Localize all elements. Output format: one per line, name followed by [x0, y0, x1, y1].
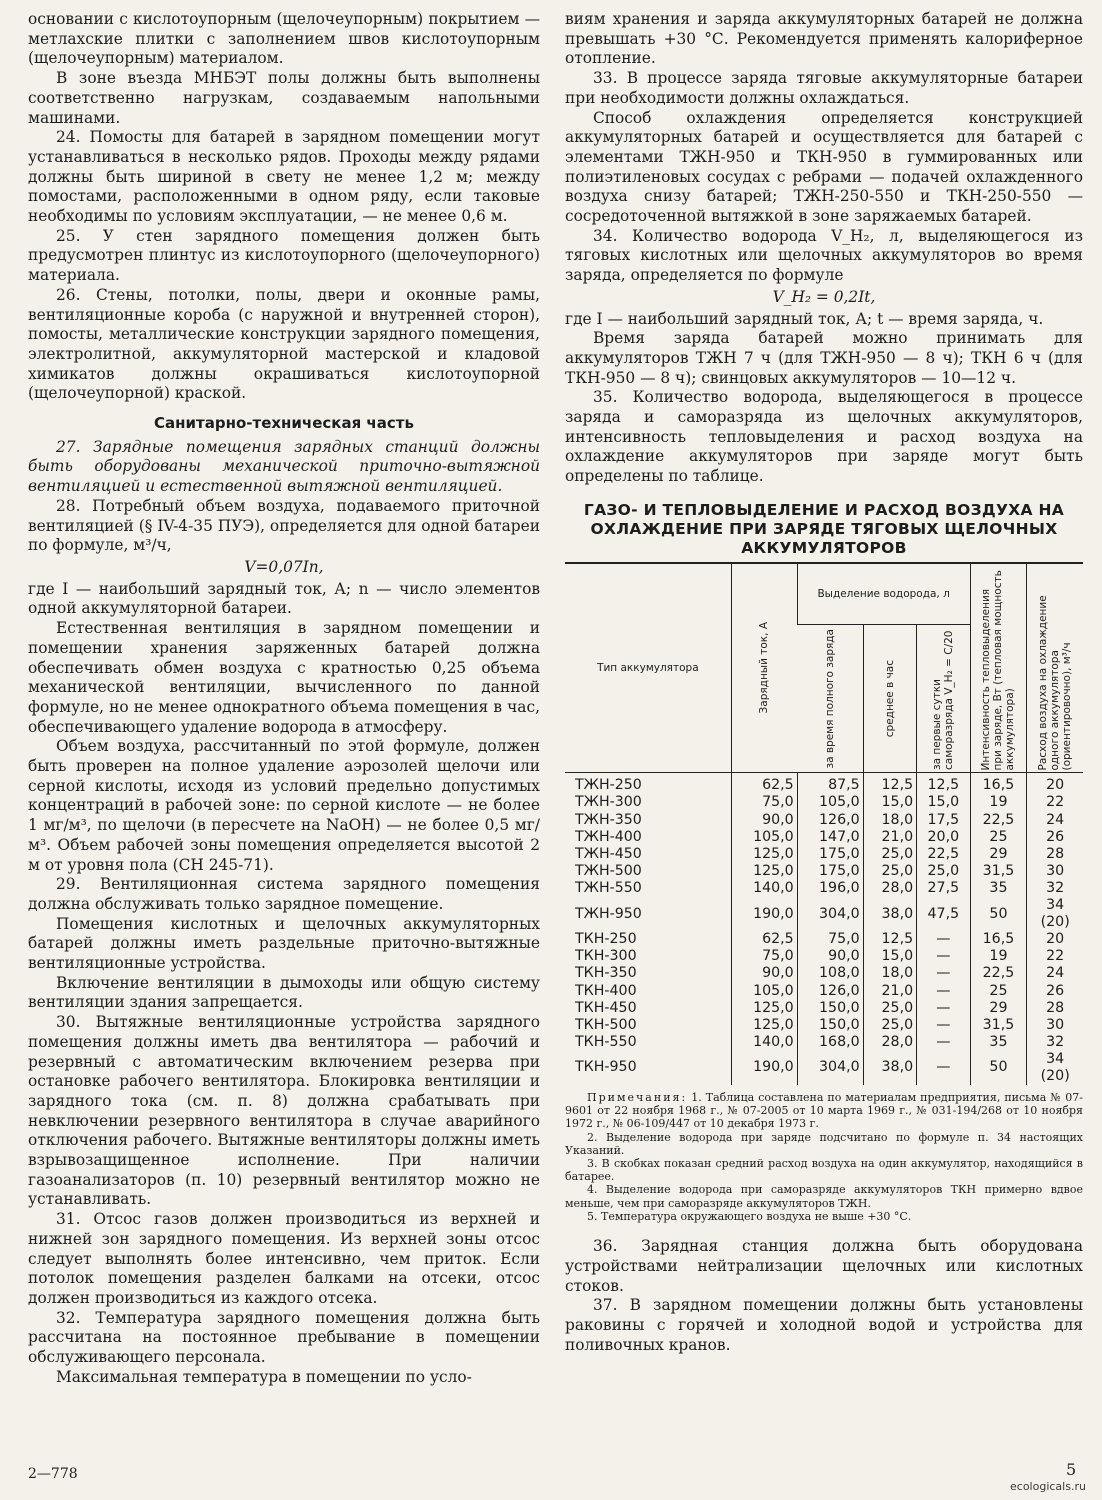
cell-heat: 16,5 — [970, 931, 1027, 948]
cell-hour: 15,0 — [863, 948, 916, 965]
header-hydrogen: Выделение водорода, л — [797, 563, 970, 625]
cell-day: 12,5 — [917, 773, 970, 795]
cell-type: ТЖН-300 — [575, 794, 642, 811]
paragraph: Помещения кислотных и щелочных аккумуляторных батарей должны иметь раздельные приточно-вытяжные вентиляционные устройства. — [28, 914, 540, 973]
paragraph-27 — [28, 438, 540, 497]
paragraph: основании с кислотоупорным (щелочеупорным) покрытием — метлахские плитки с заполнением швов кислотоупорным (щелочеупорным) материалом. — [28, 10, 540, 68]
cell-type: ТЖН-950 — [575, 905, 642, 922]
cell-hour: 28,0 — [863, 1034, 916, 1051]
cell-heat: 25 — [970, 983, 1027, 1000]
cell-current: 125,0 — [731, 863, 797, 880]
cell-full: 304,0 — [797, 1051, 863, 1085]
cell-type: ТЖН-250 — [575, 777, 642, 794]
cell-heat: 31,5 — [970, 863, 1027, 880]
cell-hour: 25,0 — [863, 1017, 916, 1034]
section-heading: Санитарно-техническая часть — [154, 414, 414, 433]
cell-day: 27,5 — [917, 880, 970, 897]
cell-type: ТЖН-550 — [575, 879, 642, 896]
cell-hour: 28,0 — [863, 880, 916, 897]
cell-heat: 29 — [970, 846, 1027, 863]
cell-current: 140,0 — [731, 880, 797, 897]
cell-hour: 12,5 — [863, 773, 916, 795]
table-row — [565, 948, 1083, 965]
cell-air: 34 (20) — [1027, 897, 1083, 931]
cell-type: ТКН-350 — [575, 965, 637, 982]
cell-air: 26 — [1027, 829, 1083, 846]
table-notes — [565, 1091, 1083, 1223]
cell-heat: 29 — [970, 1000, 1027, 1017]
table-row — [565, 812, 1083, 829]
table-row — [565, 897, 1083, 931]
table-row — [565, 1051, 1083, 1085]
table-row — [565, 794, 1083, 811]
print-code: 2—778 — [28, 1466, 78, 1482]
cell-full: 175,0 — [797, 863, 863, 880]
cell-heat: 16,5 — [970, 773, 1027, 795]
cell-hour: 25,0 — [863, 863, 916, 880]
cell-current: 190,0 — [731, 897, 797, 931]
cell-current: 75,0 — [731, 948, 797, 965]
table-row — [565, 863, 1083, 880]
cell-day: 15,0 — [917, 794, 970, 811]
note-5: 5. Температура окружающего воздуха не выше +30 °С. — [587, 1209, 912, 1223]
paragraph: Объем воздуха, рассчитанный по этой формуле, должен быть проверен на полное удаление аэрозолей щелочи или серной кислоты, исходя из условий предельно допустимых концентраций в рабочей зоне: по серной кислоте — не более 1 мг/м³, по щелочи (в пересчете на NaOH) — не более 0,5 мг/м³. Объем рабочей зоны помещения определяется высотой 2 м от уровня пола (СН 245-71). — [28, 737, 540, 874]
paragraph: виям хранения и заряда аккумуляторных батарей не должна превышать +30 °С. Рекомендуется применять калориферное отопление. — [565, 10, 1083, 68]
cell-day: — — [917, 1034, 970, 1051]
cell-current: 140,0 — [731, 1034, 797, 1051]
header-heat: Интенсивность тепловыделения при заряде, Вт (тепловая мощность аккумулятора) — [970, 563, 1027, 773]
cell-day: — — [917, 948, 970, 965]
header-day: за первые сутки саморазряда V_H₂ = C/20 — [917, 625, 970, 773]
paragraph-26: 26. Стены, потолки, полы, двери и оконные рамы, вентиляционные короба (с наружной и внутренней сторон), помосты, металлические конструкции зарядного помещения, электролитной, аккумуляторной мастерской и кладовой химикатов должны окрашиваться кислотоупорной (щелочеупорной) краской. — [28, 285, 540, 403]
table-row — [565, 846, 1083, 863]
table-row — [565, 931, 1083, 948]
paragraph: Способ охлаждения определяется конструкцией аккумуляторных батарей и осуществляется для батарей с элементами ТЖН-950 и ТКН-950 в гуммированных или полиэтиленовых сосудах с ребрами — подачей охлажденного воздуха снизу батарей; ТЖН-250-550 и ТКН-250-550 — сосредоточенной вытяжкой в зоне заряжаемых батарей. — [565, 108, 1083, 226]
cell-current: 125,0 — [731, 1000, 797, 1017]
cell-air: 20 — [1027, 931, 1083, 948]
paragraph-25: 25. У стен зарядного помещения должен быть предусмотрен плинтус из кислотоупорного (щелочеупорного) материала. — [28, 226, 540, 285]
cell-air: 30 — [1027, 863, 1083, 880]
cell-air: 22 — [1027, 794, 1083, 811]
table-row — [565, 880, 1083, 897]
cell-hour: 21,0 — [863, 829, 916, 846]
cell-day: — — [917, 983, 970, 1000]
cell-full: 126,0 — [797, 983, 863, 1000]
cell-air: 26 — [1027, 983, 1083, 1000]
cell-air: 32 — [1027, 1034, 1083, 1051]
table-row — [565, 965, 1083, 982]
cell-full: 196,0 — [797, 880, 863, 897]
cell-air: 24 — [1027, 812, 1083, 829]
table-row — [565, 829, 1083, 846]
right-column — [565, 10, 1083, 1355]
cell-type: ТКН-550 — [575, 1033, 637, 1050]
cell-full: 150,0 — [797, 1000, 863, 1017]
header-full: за время полного заряда — [797, 625, 863, 773]
cell-current: 125,0 — [731, 1017, 797, 1034]
paragraph-30: 30. Вытяжные вентиляционные устройства зарядного помещения должны иметь два вентилятора — рабочий и резервный с автоматическим включением резерва при остановке рабочего вентилятора. Блокировка вентиляции и зарядного тока (см. п. 8) должна срабатывать при невключении резервного вентилятора в случае аварийного отключения рабочего. Вытяжные вентиляторы должны иметь взрывозащищенное исполнение. При наличии газоанализаторов (п. 10) резервный вентилятор можно не устанавливать. — [28, 1013, 540, 1209]
cell-hour: 25,0 — [863, 846, 916, 863]
cell-type: ТЖН-450 — [575, 845, 642, 862]
cell-heat: 50 — [970, 897, 1027, 931]
cell-type: ТКН-500 — [575, 1016, 637, 1033]
paragraph-35: 35. Количество водорода, выделяющегося в процессе заряда и саморазряда из щелочных аккумуляторов, интенсивность тепловыделения и расход воздуха на охлаждение аккумуляторов при заряде могут быть определены по таблице. — [565, 388, 1083, 486]
table-title: ГАЗО- И ТЕПЛОВЫДЕЛЕНИЕ И РАСХОД ВОЗДУХА НА ОХЛАЖДЕНИЕ ПРИ ЗАРЯДЕ ТЯГОВЫХ ЩЕЛОЧНЫХ АККУМУЛЯТОРОВ — [583, 500, 1065, 557]
cell-heat: 25 — [970, 829, 1027, 846]
cell-air: 22 — [1027, 948, 1083, 965]
cell-day: — — [917, 1000, 970, 1017]
formula-air-volume: V=0,07In, — [244, 557, 324, 576]
cell-hour: 18,0 — [863, 812, 916, 829]
table-row — [565, 983, 1083, 1000]
cell-day: 25,0 — [917, 863, 970, 880]
paragraph-34: 34. Количество водорода V_H₂, л, выделяющегося из тяговых кислотных или щелочных аккумуляторов во время заряда, определяется по формуле — [565, 226, 1083, 285]
table-row — [565, 773, 1083, 795]
cell-current: 62,5 — [731, 931, 797, 948]
cell-heat: 22,5 — [970, 812, 1027, 829]
cell-day: — — [917, 931, 970, 948]
cell-type: ТЖН-350 — [575, 811, 642, 828]
cell-full: 147,0 — [797, 829, 863, 846]
cell-day: — — [917, 1051, 970, 1085]
cell-full: 105,0 — [797, 794, 863, 811]
site-watermark: ecologicals.ru — [1010, 1480, 1086, 1493]
cell-current: 75,0 — [731, 794, 797, 811]
paragraph-31: 31. Отсос газов должен производиться из верхней и нижней зон зарядного помещения. Из верхней зоны отсос следует выполнять более интенсивно, чем приток. Если потолок помещения разделен балками на отсеки, отсос должен производиться из каждого отсека. — [28, 1210, 540, 1307]
table-row — [565, 1000, 1083, 1017]
note-1: 1. Таблица составлена по материалам предприятия, письма № 07-9601 от 22 ноября 1968 г., № 07-2005 от 10 марта 1969 г., № 031-194/268 от 10 ноября 1972 г., № 06-109/447 от 10 декабря 1973 г. — [565, 1091, 1083, 1131]
cell-day: 17,5 — [917, 812, 970, 829]
paragraph: Включение вентиляции в дымоходы или общую систему вентиляции здания запрещается. — [28, 973, 540, 1012]
cell-type: ТЖН-400 — [575, 828, 642, 845]
paragraph-37: 37. В зарядном помещении должны быть установлены раковины с горячей и холодной водой и устройства для поливочных кранов. — [565, 1296, 1083, 1354]
cell-type: ТКН-950 — [575, 1059, 637, 1076]
cell-full: 150,0 — [797, 1017, 863, 1034]
left-column — [28, 10, 540, 1388]
cell-day: 47,5 — [917, 897, 970, 931]
cell-day: — — [917, 965, 970, 982]
cell-current: 90,0 — [731, 965, 797, 982]
cell-heat: 19 — [970, 794, 1027, 811]
cell-day: — — [917, 1017, 970, 1034]
header-current: Зарядный ток, А — [731, 563, 797, 773]
cell-current: 90,0 — [731, 812, 797, 829]
cell-air: 20 — [1027, 773, 1083, 795]
paragraph-27-text: 27. Зарядные помещения зарядных станций должны быть оборудованы механической приточно-вытяжной вентиляцией и естественной вытяжной вентиляцией. — [28, 437, 540, 496]
battery-table — [565, 562, 1083, 1085]
cell-type: ТЖН-500 — [575, 862, 642, 879]
paragraph-33: 33. В процессе заряда тяговые аккумуляторные батареи при необходимости должны охлаждаться. — [565, 69, 1083, 107]
cell-air: 24 — [1027, 965, 1083, 982]
note-2: 2. Выделение водорода при заряде подсчитано по формуле п. 34 настоящих Указаний. — [565, 1130, 1083, 1157]
paragraph: где I — наибольший зарядный ток, А; n — число элементов одной аккумуляторной батареи. — [28, 579, 540, 618]
page-number: 5 — [1066, 1460, 1077, 1479]
cell-type: ТКН-300 — [575, 948, 637, 965]
cell-air: 30 — [1027, 1017, 1083, 1034]
cell-type: ТКН-450 — [575, 999, 637, 1016]
cell-heat: 22,5 — [970, 965, 1027, 982]
paragraph: где I — наибольший зарядный ток, А; t — время заряда, ч. — [565, 309, 1044, 328]
cell-hour: 25,0 — [863, 1000, 916, 1017]
cell-heat: 31,5 — [970, 1017, 1027, 1034]
cell-air: 28 — [1027, 1000, 1083, 1017]
paragraph-32: 32. Температура зарядного помещения должна быть рассчитана на постоянное пребывание в помещении обслуживающего персонала. — [28, 1308, 540, 1367]
cell-current: 62,5 — [731, 773, 797, 795]
header-type: Тип аккумулятора — [565, 563, 731, 773]
cell-full: 108,0 — [797, 965, 863, 982]
paragraph-24: 24. Помосты для батарей в зарядном помещении могут устанавливаться в несколько рядов. Проходы между рядами должны быть шириной в свету не менее 1,2 м; между помостами, расположенными в одном ряду, если таковые необходимы по условиям эксплуатации, — не менее 0,6 м. — [28, 128, 540, 226]
cell-air: 34 (20) — [1027, 1051, 1083, 1085]
notes-label: Примечания: — [587, 1091, 688, 1105]
paragraph: В зоне въезда МНБЭТ полы должны быть выполнены соответственно нагрузкам, создаваемым напольными машинами. — [28, 69, 540, 127]
cell-air: 28 — [1027, 846, 1083, 863]
cell-current: 105,0 — [731, 829, 797, 846]
cell-hour: 38,0 — [863, 1051, 916, 1085]
cell-full: 126,0 — [797, 812, 863, 829]
cell-day: 22,5 — [917, 846, 970, 863]
cell-full: 175,0 — [797, 846, 863, 863]
paragraph: Время заряда батарей можно принимать для аккумуляторов ТЖН 7 ч (для ТЖН-950 — 8 ч); ТКН 6 ч (для ТКН-950 — 8 ч); свинцовых аккумуляторов — 10—12 ч. — [565, 329, 1083, 387]
cell-full: 168,0 — [797, 1034, 863, 1051]
paragraph: Естественная вентиляция в зарядном помещении и помещении хранения заряженных батарей должна обеспечивать обмен воздуха с кратностью 0,25 объема механической вентиляции, вычисленного по данной формуле, но не менее однократного объема помещения в час, обеспечивающего удаление водорода в атмосферу. — [28, 619, 540, 736]
header-air: Расход воздуха на охлаждение одного аккумулятора (ориентировочно), м³/ч — [1027, 563, 1083, 773]
paragraph-36: 36. Зарядная станция должна быть оборудована устройствами нейтрализации щелочных или кислотных стоков. — [565, 1237, 1083, 1295]
note-3: 3. В скобках показан средний расход воздуха на один аккумулятор, находящийся в батарее. — [565, 1157, 1083, 1184]
formula-hydrogen: V_H₂ = 0,2It, — [772, 287, 876, 306]
cell-hour: 18,0 — [863, 965, 916, 982]
cell-current: 190,0 — [731, 1051, 797, 1085]
paragraph: Максимальная температура в помещении по усло- — [56, 1367, 472, 1386]
cell-heat: 35 — [970, 1034, 1027, 1051]
paragraph-29: 29. Вентиляционная система зарядного помещения должна обслуживать только зарядное помещение. — [28, 875, 540, 913]
cell-type: ТКН-400 — [575, 982, 637, 999]
note-4: 4. Выделение водорода при саморазряде аккумуляторов ТКН примерно вдвое меньше, чем при саморазряде аккумуляторов ТЖН. — [565, 1183, 1083, 1210]
table-row — [565, 1034, 1083, 1051]
cell-full: 90,0 — [797, 948, 863, 965]
cell-day: 20,0 — [917, 829, 970, 846]
cell-heat: 50 — [970, 1051, 1027, 1085]
cell-full: 87,5 — [797, 773, 863, 795]
cell-full: 75,0 — [797, 931, 863, 948]
cell-hour: 21,0 — [863, 983, 916, 1000]
cell-hour: 15,0 — [863, 794, 916, 811]
table-row — [565, 1017, 1083, 1034]
cell-air: 32 — [1027, 880, 1083, 897]
table-body — [565, 773, 1083, 1085]
cell-full: 304,0 — [797, 897, 863, 931]
cell-type: ТКН-250 — [575, 931, 637, 948]
paragraph-28: 28. Потребный объем воздуха, подаваемого приточной вентиляцией (§ IV-4-35 ПУЭ), определяется для одной батареи по формуле, м³/ч, — [28, 496, 540, 555]
cell-hour: 12,5 — [863, 931, 916, 948]
cell-heat: 19 — [970, 948, 1027, 965]
cell-heat: 35 — [970, 880, 1027, 897]
header-hour: среднее в час — [863, 625, 916, 773]
cell-current: 105,0 — [731, 983, 797, 1000]
cell-hour: 38,0 — [863, 897, 916, 931]
cell-current: 125,0 — [731, 846, 797, 863]
